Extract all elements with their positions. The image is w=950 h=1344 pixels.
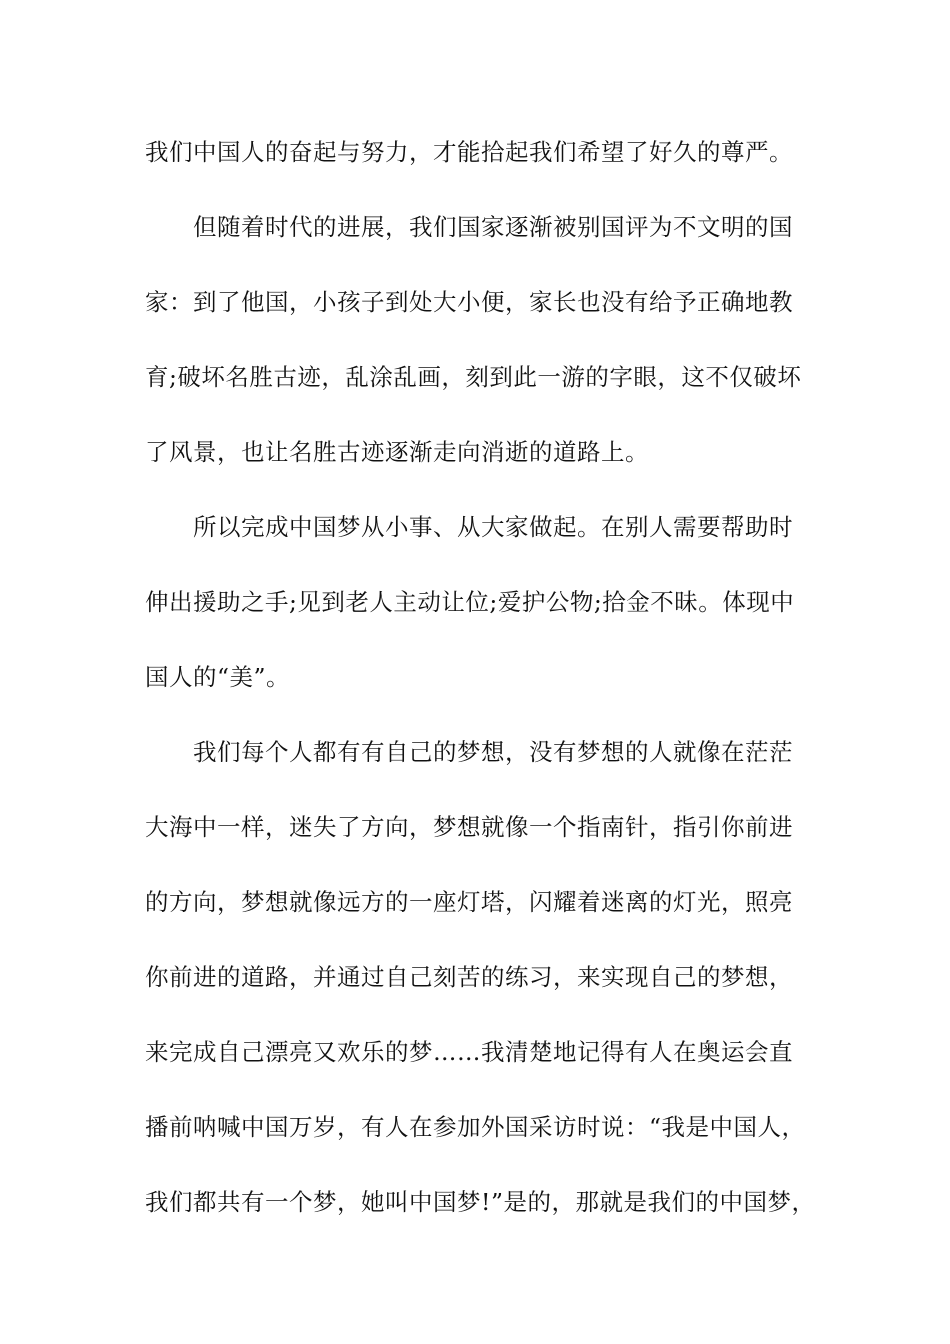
paragraph-first-line: 所以完成中国梦从小事、从大家做起。在别人需要帮助时 <box>193 513 793 541</box>
text-line: 伸出援助之手;见到老人主动让位;爱护公物;拾金不昧。体现中 <box>145 588 795 616</box>
text-line: 我们中国人的奋起与努力，才能拾起我们希望了好久的尊严。 <box>145 138 793 166</box>
text-line: 国人的“美”。 <box>145 663 291 691</box>
text-line: 你前进的道路，并通过自己刻苦的练习，来实现自己的梦想， <box>145 963 793 991</box>
paragraph-first-line: 但随着时代的进展，我们国家逐渐被别国评为不文明的国 <box>193 213 793 241</box>
text-line: 播前呐喊中国万岁，有人在参加外国采访时说：“我是中国人， <box>145 1113 806 1141</box>
text-line: 我们都共有一个梦，她叫中国梦!”是的，那就是我们的中国梦， <box>145 1188 816 1216</box>
text-line: 的方向，梦想就像远方的一座灯塔，闪耀着迷离的灯光，照亮 <box>145 888 793 916</box>
text-line: 家：到了他国，小孩子到处大小便，家长也没有给予正确地教 <box>145 288 793 316</box>
paragraph-first-line: 我们每个人都有有自己的梦想，没有梦想的人就像在茫茫 <box>193 738 793 766</box>
text-line: 育;破坏名胜古迹，乱涂乱画，刻到此一游的字眼，这不仅破坏 <box>145 363 802 391</box>
text-line: 了风景，也让名胜古迹逐渐走向消逝的道路上。 <box>145 438 649 466</box>
text-line: 大海中一样，迷失了方向，梦想就像一个指南针，指引你前进 <box>145 813 793 841</box>
text-line: 来完成自己漂亮又欢乐的梦……我清楚地记得有人在奥运会直 <box>145 1038 793 1066</box>
